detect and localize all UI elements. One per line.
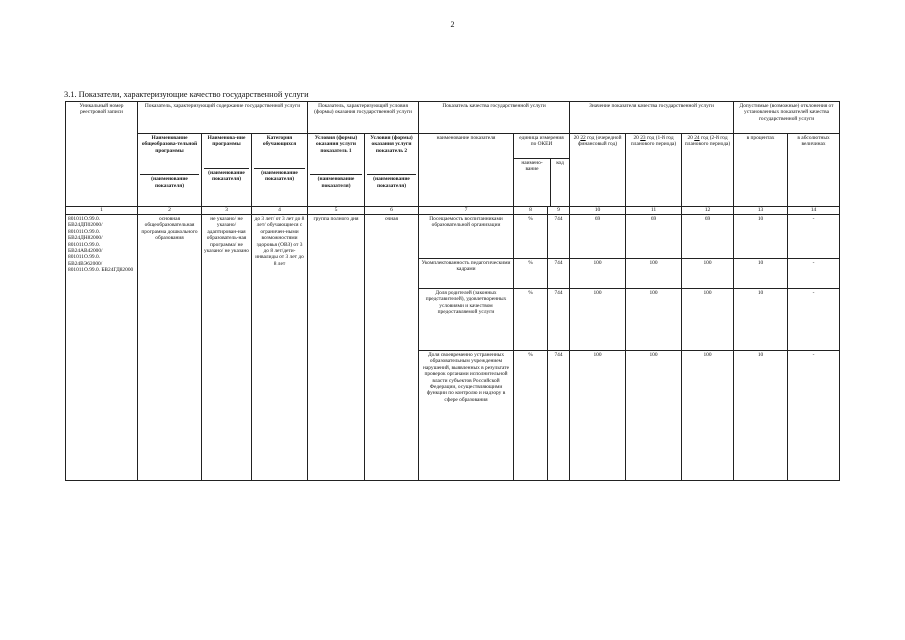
header-quality-group: Показатель качества государственной услуги [419, 102, 570, 134]
col-number: 11 [626, 207, 682, 215]
header-year-1 [570, 134, 626, 207]
condition-2-cell: очная [365, 215, 419, 481]
col-number: 8 [514, 207, 548, 215]
col-number: 3 [202, 207, 252, 215]
col-number: 6 [365, 207, 419, 215]
indicator-dev-percent: 10 [734, 351, 788, 481]
header-condition-1 [308, 134, 365, 207]
indicator-code: 744 [548, 351, 570, 481]
header-program-title-label: Наименова-ние программы [207, 135, 246, 148]
year-3-number: 24 [694, 135, 700, 141]
section-title: 3.1. Показатели, характеризующие качество государственной услуги [64, 90, 309, 99]
year-3-prefix: 20 [687, 135, 693, 141]
year-1-prefix: 20 [573, 135, 579, 141]
header-dev-percent: в процентах [734, 134, 788, 207]
indicator-name: Доля своевременно устраненных образовательным учреждением нарушений, выявленных в результате проверок органами исполнительной власти субъектов Российской Федерации, осуществляющими функции по контролю и надзору в сфере образования [419, 351, 514, 481]
header-category [252, 134, 308, 207]
col-number: 2 [138, 207, 202, 215]
indicator-year-1: 100 [570, 289, 626, 351]
year-2-suffix: год (1-й год планового периода) [630, 135, 677, 148]
header-condition-2 [365, 134, 419, 207]
indicator-code: 744 [548, 259, 570, 289]
sub-label: (наименование показателя) [367, 174, 416, 189]
indicator-year-2: 100 [626, 289, 682, 351]
col-number: 10 [570, 207, 626, 215]
header-content-group: Показатель, характеризующий содержание государственной услуги [138, 102, 308, 134]
header-indicator-name [419, 134, 514, 207]
indicator-unit: % [514, 259, 548, 289]
header-program-title [202, 134, 252, 207]
quality-indicators-table [65, 101, 839, 481]
indicator-name: Посещаемость воспитанниками образовательной организации [419, 215, 514, 259]
year-2-prefix: 20 [633, 135, 639, 141]
indicator-dev-percent: 10 [734, 215, 788, 259]
indicator-year-1: 100 [570, 259, 626, 289]
header-condition-1-label: Условия (формы) оказания услуги показатель 1 [314, 135, 358, 154]
header-year-2 [626, 134, 682, 207]
col-number: 9 [548, 207, 570, 215]
indicator-year-2: 69 [626, 215, 682, 259]
indicator-year-2: 100 [626, 351, 682, 481]
sub-label: (наименование показателя) [254, 168, 305, 183]
indicator-dev-absolute: - [788, 351, 840, 481]
indicator-year-3: 100 [682, 259, 734, 289]
indicator-year-3: 100 [682, 351, 734, 481]
indicator-name: Доля родителей (законных представителей), удовлетворенных условиями и качеством предоставляемой услуги [419, 289, 514, 351]
indicator-code: 744 [548, 289, 570, 351]
year-3-suffix: год (2-й год планового периода) [684, 135, 731, 148]
sub-label: (наименование показателя) [140, 174, 199, 189]
header-year-3 [682, 134, 734, 207]
condition-1-cell: группа полного дня [308, 215, 365, 481]
header-program-name [138, 134, 202, 207]
indicator-unit: % [514, 289, 548, 351]
header-unit [514, 134, 570, 207]
indicator-dev-percent: 10 [734, 289, 788, 351]
indicator-dev-absolute: - [788, 215, 840, 259]
sub-label: (наименование показателя) [204, 168, 249, 183]
indicator-dev-absolute: - [788, 289, 840, 351]
col-number: 7 [419, 207, 514, 215]
header-indicator-name-label: наименование показателя [436, 135, 496, 141]
indicator-code: 744 [548, 215, 570, 259]
year-2-number: 23 [640, 135, 646, 141]
year-1-number: 22 [580, 135, 586, 141]
indicator-year-1: 100 [570, 351, 626, 481]
category-cell: до 3 лет/ от 3 лет до 8 лет/ обучающиеся с ограничен-ными возможностями здоровья (ОВЗ) от 3 до 8 лет/дети-инвалиды от 3 лет до 8 лет [252, 215, 308, 481]
year-1-suffix: год (очередной финансовый год) [577, 135, 622, 148]
indicator-year-3: 69 [682, 215, 734, 259]
header-registry: Уникальный номер реестровой записи [66, 102, 138, 207]
indicator-dev-percent: 10 [734, 259, 788, 289]
col-number: 14 [788, 207, 840, 215]
col-number: 4 [252, 207, 308, 215]
indicator-year-1: 69 [570, 215, 626, 259]
col-number: 1 [66, 207, 138, 215]
header-row-2 [66, 134, 840, 207]
header-value-group: Значение показателя качества государственной услуги [570, 102, 734, 134]
header-unit-name: наимено-вание [514, 159, 551, 206]
header-deviation-group: Допустимые (возможные) отклонения от установленных показателей качества государственной услуги [734, 102, 840, 134]
col-number: 13 [734, 207, 788, 215]
column-number-row [66, 207, 840, 215]
indicator-name: Укомплектованность педагогическими кадрами [419, 259, 514, 289]
indicator-unit: % [514, 215, 548, 259]
header-row-1 [66, 102, 840, 134]
header-category-label: Категория обучающихся [262, 135, 297, 148]
indicator-year-3: 100 [682, 289, 734, 351]
col-number: 12 [682, 207, 734, 215]
header-program-label: Наименование общеобразова-тельной программы [141, 135, 198, 154]
program-cell: основная общеобразовательная программа дошкольного образования [138, 215, 202, 481]
header-condition-2-label: Условия (формы) оказания услуги показатель 2 [370, 135, 413, 154]
header-conditions-group: Показатель, характеризующий условия (формы) оказания государственной услуги [308, 102, 419, 134]
registry-codes: 801011О.99.0. БВ24ДП02000/ 801011О.99.0. БВ24ДН82000/ 801011О.99.0. БВ24АВ42000/ 801011О.99.0. БВ24ВЭ62000/ 801011О.99.0. БВ24ГД82000 [66, 215, 138, 481]
program-name-cell: не указано/ не указано/ адаптирован-ная образователь-ная программа/ не указано/ не указано [202, 215, 252, 481]
indicator-dev-absolute: - [788, 259, 840, 289]
header-unit-group: единица измерения по ОКЕИ [514, 134, 569, 159]
col-number: 5 [308, 207, 365, 215]
indicator-year-2: 100 [626, 259, 682, 289]
indicator-unit: % [514, 351, 548, 481]
header-dev-absolute: в абсолютных величинах [788, 134, 840, 207]
page-number: 2 [450, 20, 455, 29]
sub-label: (наименование показателя) [310, 174, 362, 189]
header-unit-code: код [556, 160, 564, 166]
table-row [66, 215, 840, 259]
